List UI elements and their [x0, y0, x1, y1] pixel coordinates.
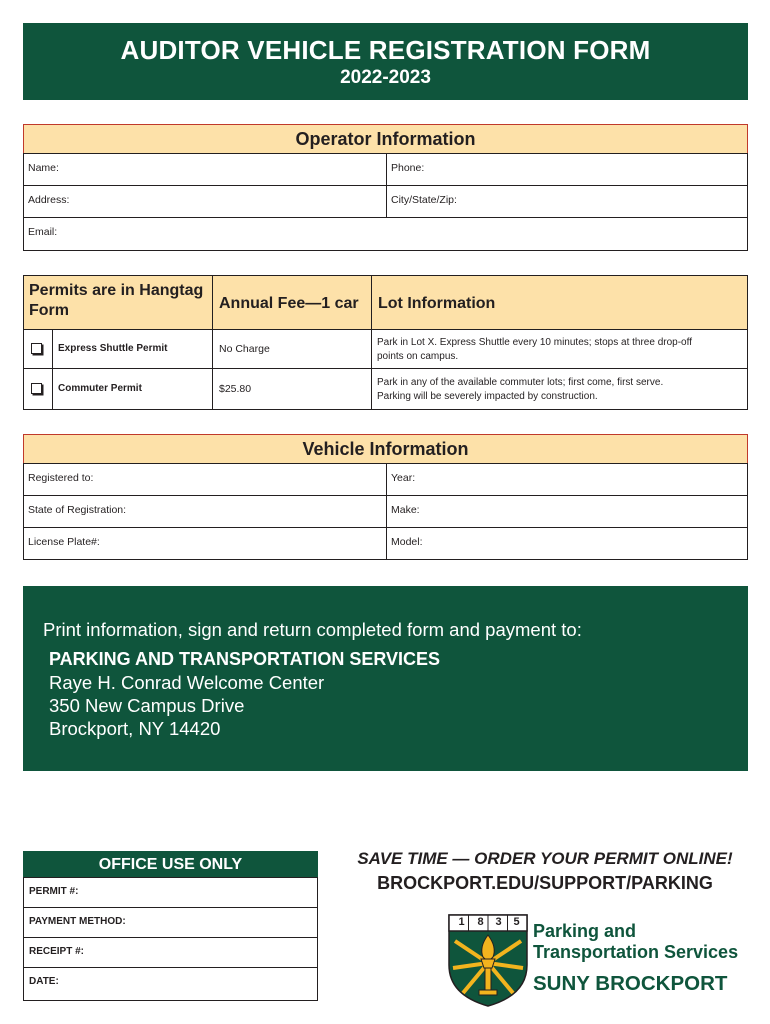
return-street: 350 New Campus Drive	[49, 695, 245, 716]
registered-to-field[interactable]	[23, 463, 387, 496]
email-label: Email:	[28, 226, 58, 238]
office-use-heading: OFFICE USE ONLY	[23, 851, 318, 878]
license-plate-label: License Plate#:	[28, 536, 100, 548]
make-label: Make:	[391, 504, 420, 516]
year-label: Year:	[391, 472, 416, 484]
title-banner	[23, 23, 748, 100]
commuter-lot-line1: Park in any of the available commuter lots; first come, first serve.	[377, 377, 664, 388]
return-instructions-box	[23, 586, 748, 771]
make-field[interactable]	[386, 495, 748, 528]
name-field[interactable]	[23, 153, 387, 186]
express-checkbox-cell	[23, 329, 53, 369]
permit-type-header: Permits are in Hangtag Form	[23, 275, 213, 330]
fee-header: Annual Fee—1 car	[212, 275, 372, 330]
city-state-zip-field[interactable]	[386, 185, 748, 218]
name-label: Name:	[28, 162, 59, 174]
phone-label: Phone:	[391, 162, 425, 174]
operator-section-heading: Operator Information	[23, 124, 748, 154]
commuter-checkbox[interactable]	[31, 383, 42, 394]
seal-digit-1: 1	[458, 916, 465, 928]
license-plate-field[interactable]	[23, 527, 387, 560]
permit-number-field[interactable]: PERMIT #:	[23, 877, 318, 908]
express-lot-line2: points on campus.	[377, 351, 459, 362]
express-shuttle-checkbox[interactable]	[31, 343, 42, 354]
commuter-permit-label: Commuter Permit	[52, 368, 213, 410]
seal-digit-3: 3	[495, 916, 502, 928]
parking-url[interactable]: BROCKPORT.EDU/SUPPORT/PARKING	[377, 873, 713, 893]
express-shuttle-fee: No Charge	[212, 329, 372, 369]
payment-method-field[interactable]: PAYMENT METHOD:	[23, 907, 318, 938]
permits-table	[23, 275, 748, 410]
return-city: Brockport, NY 14420	[49, 718, 221, 739]
city-state-zip-label: City/State/Zip:	[391, 194, 457, 206]
brand-line2: Transportation Services	[533, 942, 739, 962]
email-field[interactable]	[23, 217, 748, 251]
commuter-checkbox-cell	[23, 368, 53, 410]
state-field[interactable]	[23, 495, 387, 528]
return-instruction: Print information, sign and return completed form and payment to:	[43, 619, 582, 640]
brand-line1: Parking and	[533, 921, 637, 941]
commuter-lot-line2: Parking will be severely impacted by construction.	[377, 391, 598, 402]
office-use-box	[23, 851, 318, 1001]
suny-brockport-seal	[443, 913, 533, 1008]
address-label: Address:	[28, 194, 70, 206]
address-field[interactable]	[23, 185, 387, 218]
brand-line3: SUNY BROCKPORT	[533, 972, 728, 995]
model-field[interactable]	[386, 527, 748, 560]
save-time-promo: SAVE TIME — ORDER YOUR PERMIT ONLINE!	[357, 849, 733, 868]
express-shuttle-lot-info	[371, 329, 748, 369]
express-shuttle-permit-label: Express Shuttle Permit	[52, 329, 213, 369]
commuter-lot-info	[371, 368, 748, 410]
lot-header: Lot Information	[371, 275, 748, 330]
return-office-name: PARKING AND TRANSPORTATION SERVICES	[49, 649, 441, 669]
vehicle-section-heading: Vehicle Information	[23, 434, 748, 464]
phone-field[interactable]	[386, 153, 748, 186]
year-field[interactable]	[386, 463, 748, 496]
date-field[interactable]: DATE:	[23, 967, 318, 1001]
registered-to-label: Registered to:	[28, 472, 94, 484]
model-label: Model:	[391, 536, 423, 548]
return-building: Raye H. Conrad Welcome Center	[49, 672, 325, 693]
seal-digit-4: 5	[513, 916, 520, 928]
state-label: State of Registration:	[28, 504, 127, 516]
commuter-fee: $25.80	[212, 368, 372, 410]
receipt-number-field[interactable]: RECEIPT #:	[23, 937, 318, 968]
form-title: AUDITOR VEHICLE REGISTRATION FORM	[120, 35, 651, 65]
form-year: 2022-2023	[340, 67, 431, 88]
express-lot-line1: Park in Lot X. Express Shuttle every 10 minutes; stops at three drop-off	[377, 337, 692, 348]
seal-digit-2: 8	[477, 916, 484, 928]
